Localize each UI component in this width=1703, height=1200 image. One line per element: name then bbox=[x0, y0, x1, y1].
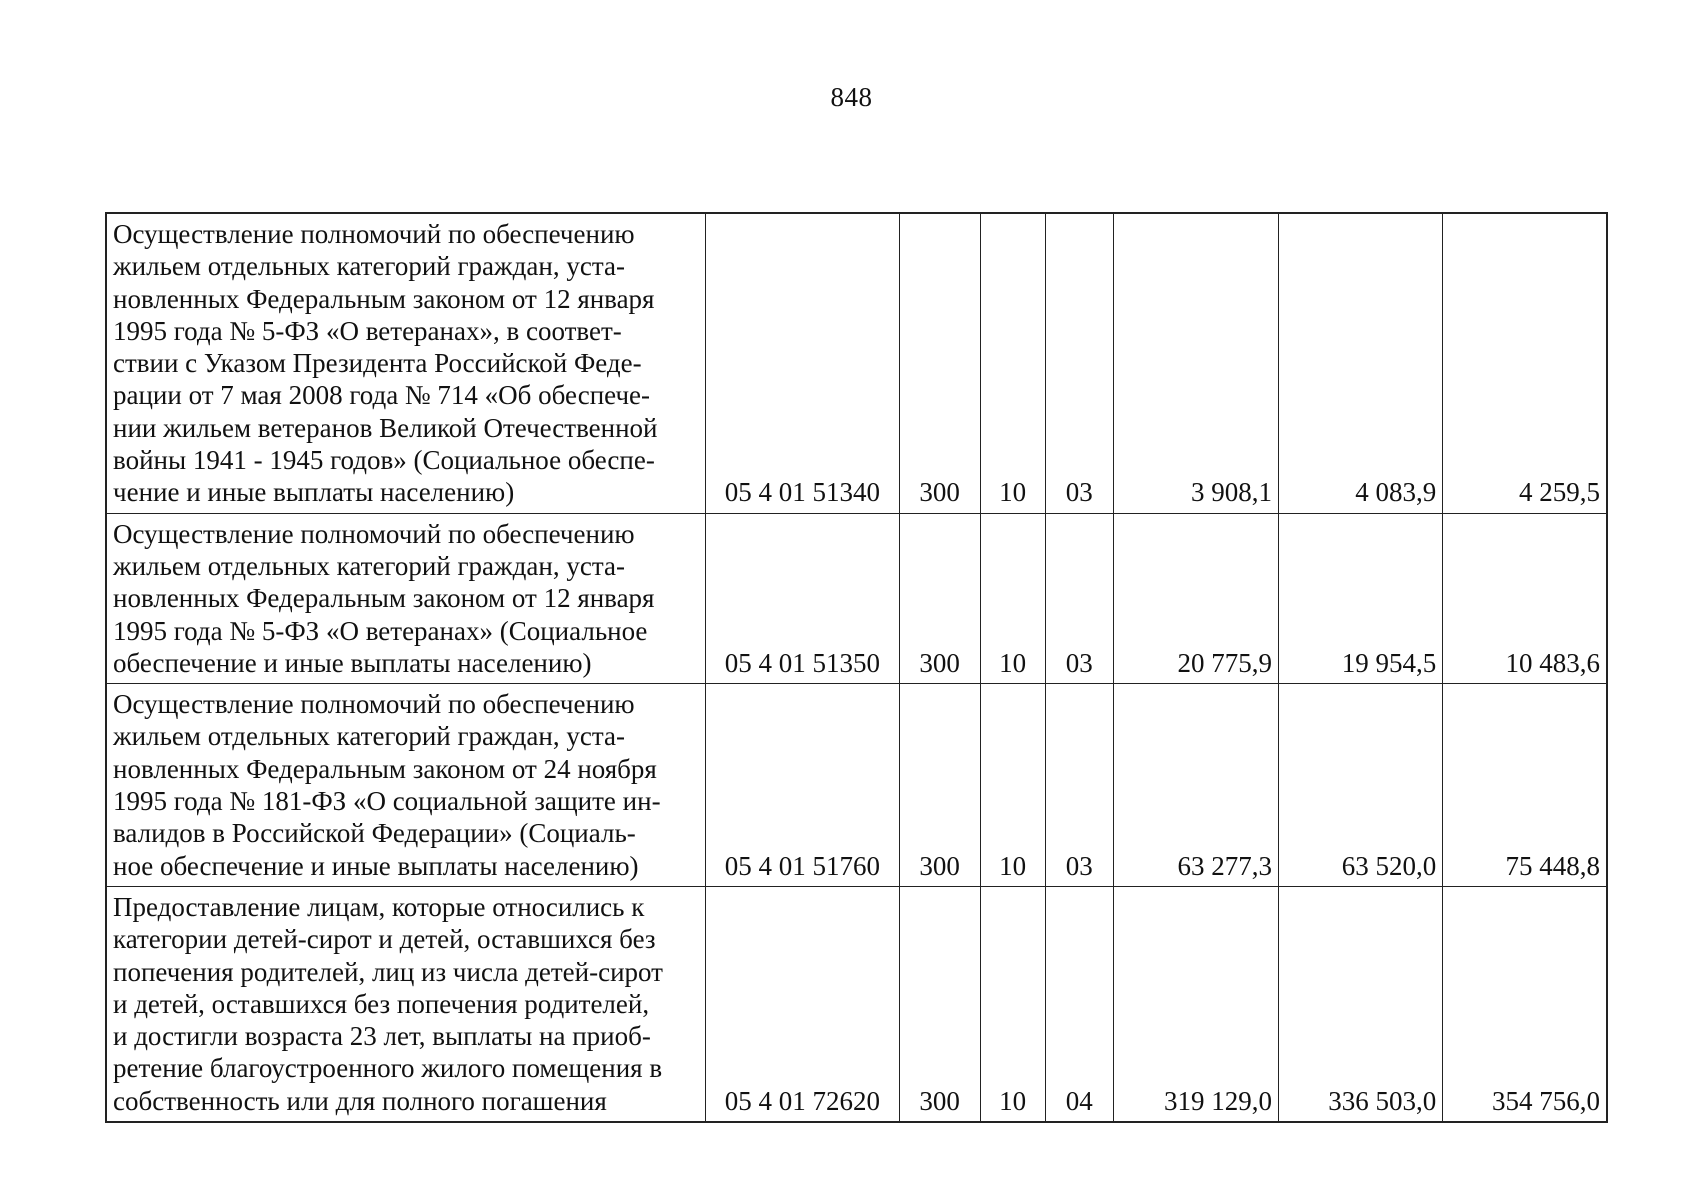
section-cell: 10 bbox=[980, 684, 1045, 887]
row-description bbox=[106, 886, 706, 1122]
amount-year-2-cell: 19 954,5 bbox=[1279, 513, 1443, 683]
subsection-cell: 03 bbox=[1045, 513, 1113, 683]
description-line: рации от 7 мая 2008 года № 714 «Об обеспече- bbox=[113, 380, 651, 411]
target-code-cell: 05 4 01 51340 bbox=[706, 213, 899, 513]
description-line: жильем отдельных категорий граждан, уста- bbox=[113, 251, 625, 282]
expense-type-cell: 300 bbox=[899, 886, 980, 1122]
description-line: жильем отдельных категорий граждан, уста- bbox=[113, 550, 625, 581]
expense-type-cell: 300 bbox=[899, 513, 980, 683]
description-line: ретение благоустроенного жилого помещения в bbox=[113, 1053, 663, 1084]
target-code-cell: 05 4 01 72620 bbox=[706, 886, 899, 1122]
budget-table bbox=[105, 212, 1608, 1123]
description-line: 1995 года № 5-ФЗ «О ветеранах» (Социальное bbox=[113, 615, 648, 646]
description-line: и детей, оставшихся без попечения родителей, bbox=[113, 988, 650, 1019]
description-line: жильем отдельных категорий граждан, уста- bbox=[113, 721, 625, 752]
description-line: Осуществление полномочий по обеспечению bbox=[113, 518, 635, 549]
description-line: Осуществление полномочий по обеспечению bbox=[113, 689, 635, 720]
table-row bbox=[106, 886, 1607, 1122]
amount-year-2-cell: 4 083,9 bbox=[1279, 213, 1443, 513]
amount-year-2-cell: 336 503,0 bbox=[1279, 886, 1443, 1122]
section-cell: 10 bbox=[980, 213, 1045, 513]
row-description bbox=[106, 513, 706, 683]
description-line: ное обеспечение и иные выплаты населению) bbox=[113, 850, 639, 881]
table-row bbox=[106, 684, 1607, 887]
amount-year-1-cell: 3 908,1 bbox=[1113, 213, 1278, 513]
description-line: чение и иные выплаты населению) bbox=[113, 477, 515, 508]
expense-type-cell: 300 bbox=[899, 684, 980, 887]
description-line: новленных Федеральным законом от 24 ноября bbox=[113, 753, 657, 784]
description-line: ствии с Указом Президента Российской Феде- bbox=[113, 348, 642, 379]
description-line: новленных Федеральным законом от 12 января bbox=[113, 283, 655, 314]
page-number: 848 bbox=[830, 82, 873, 112]
amount-year-1-cell: 319 129,0 bbox=[1113, 886, 1278, 1122]
description-line: категории детей-сирот и детей, оставшихся без bbox=[113, 924, 656, 955]
subsection-cell: 03 bbox=[1045, 213, 1113, 513]
subsection-cell: 04 bbox=[1045, 886, 1113, 1122]
row-description bbox=[106, 684, 706, 887]
amount-year-2-cell: 63 520,0 bbox=[1279, 684, 1443, 887]
section-cell: 10 bbox=[980, 886, 1045, 1122]
expense-type-cell: 300 bbox=[899, 213, 980, 513]
description-line: собственность или для полного погашения bbox=[113, 1085, 607, 1116]
description-line: валидов в Российской Федерации» (Социаль- bbox=[113, 818, 636, 849]
table-row bbox=[106, 213, 1607, 513]
description-line: войны 1941 - 1945 годов» (Социальное обеспе- bbox=[113, 445, 655, 476]
description-line: попечения родителей, лиц из числа детей-сирот bbox=[113, 956, 663, 987]
amount-year-1-cell: 20 775,9 bbox=[1113, 513, 1278, 683]
description-line: новленных Федеральным законом от 12 января bbox=[113, 583, 655, 614]
description-line: 1995 года № 181-ФЗ «О социальной защите ин- bbox=[113, 786, 661, 817]
table-row bbox=[106, 513, 1607, 683]
amount-year-3-cell: 75 448,8 bbox=[1443, 684, 1607, 887]
amount-year-3-cell: 4 259,5 bbox=[1443, 213, 1607, 513]
description-line: 1995 года № 5-ФЗ «О ветеранах», в соответ- bbox=[113, 315, 622, 346]
description-line: и достигли возраста 23 лет, выплаты на приоб- bbox=[113, 1021, 651, 1052]
subsection-cell: 03 bbox=[1045, 684, 1113, 887]
description-line: Предоставление лицам, которые относились к bbox=[113, 891, 645, 922]
amount-year-1-cell: 63 277,3 bbox=[1113, 684, 1278, 887]
amount-year-3-cell: 10 483,6 bbox=[1443, 513, 1607, 683]
target-code-cell: 05 4 01 51760 bbox=[706, 684, 899, 887]
description-line: Осуществление полномочий по обеспечению bbox=[113, 219, 635, 249]
description-line: нии жильем ветеранов Великой Отечественной bbox=[113, 412, 658, 443]
description-line: обеспечение и иные выплаты населению) bbox=[113, 647, 592, 678]
amount-year-3-cell: 354 756,0 bbox=[1443, 886, 1607, 1122]
section-cell: 10 bbox=[980, 513, 1045, 683]
row-description bbox=[106, 213, 706, 513]
target-code-cell: 05 4 01 51350 bbox=[706, 513, 899, 683]
